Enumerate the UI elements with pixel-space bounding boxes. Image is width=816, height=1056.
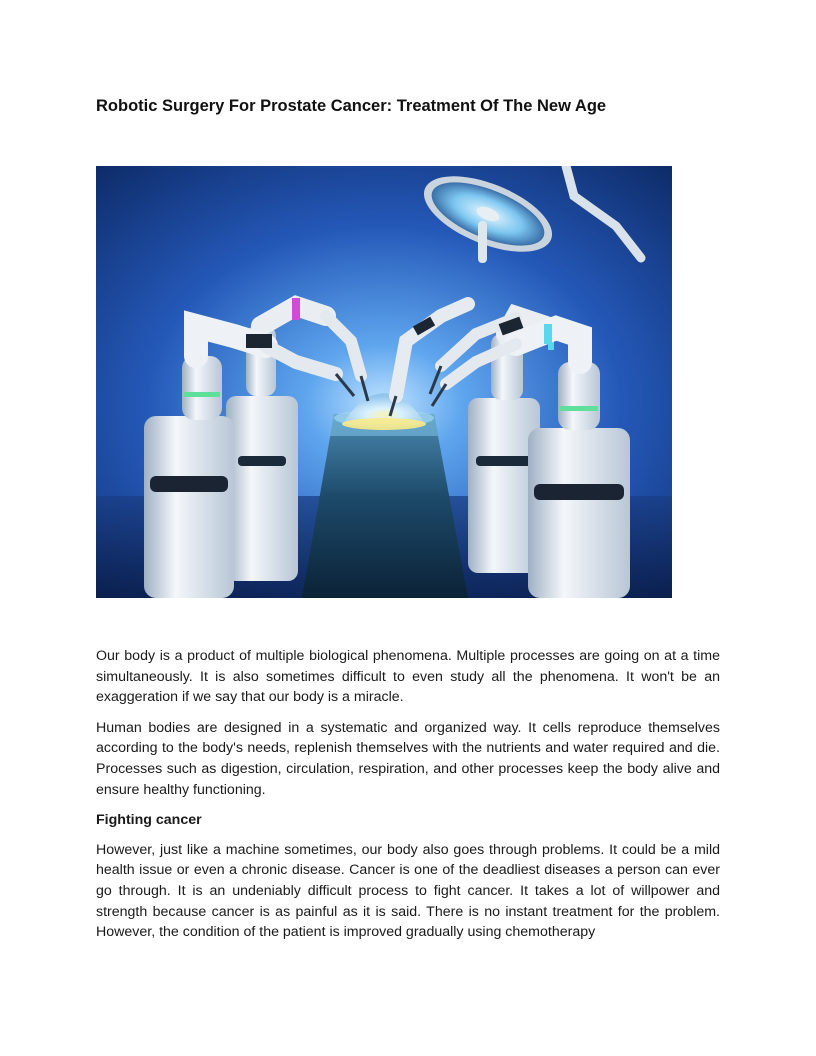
robotic-surgery-illustration <box>96 166 672 598</box>
page-title: Robotic Surgery For Prostate Cancer: Treatment Of The New Age <box>96 97 607 115</box>
section-heading: Fighting cancer <box>96 812 202 829</box>
article-body <box>96 646 720 953</box>
paragraph-bodies: Human bodies are designed in a systematic and organized way. It cells reproduce themselves according to the body's needs, replenish themselves with the nutrients and water required and die. Processes such as digestion, circulation, respiration, and other processes keep the body alive and ensure healthy functioning. <box>96 719 720 798</box>
paragraph-intro: Our body is a product of multiple biological phenomena. Multiple processes are going on at a time simultaneously. It is also sometimes difficult to even study all the phenomena. It won't be an exaggeration if we say that our body is a miracle. <box>96 648 720 706</box>
paragraph-fighting-cancer: However, just like a machine sometimes, our body also goes through problems. It could be a mild health issue or even a chronic disease. Cancer is one of the deadliest diseases a person can ever go through. It is an undeniably difficult process to fight cancer. It takes a lot of willpower and strength because cancer is as painful as it is said. There is no instant treatment for the problem. However, the condition of the patient is improved gradually using chemotherapy <box>96 841 720 941</box>
article-image <box>96 166 672 598</box>
